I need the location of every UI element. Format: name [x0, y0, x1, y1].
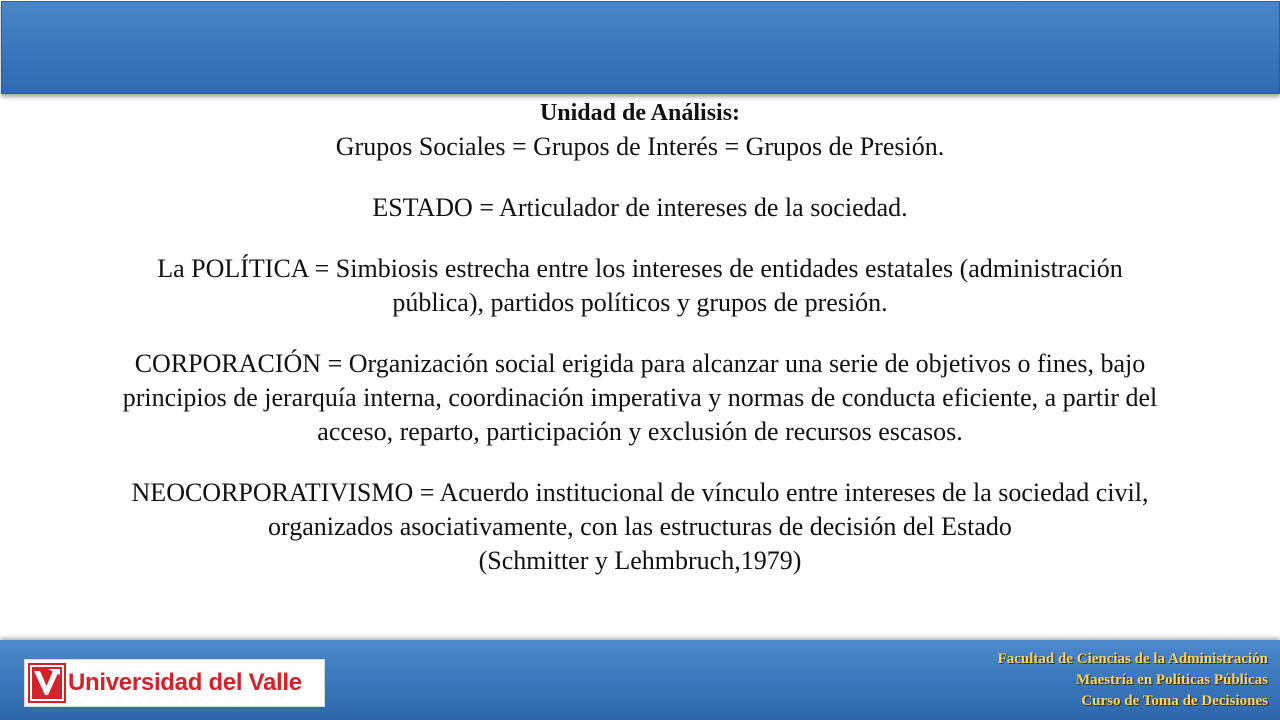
footer-faculty: Facultad de Ciencias de la Administración [997, 651, 1268, 667]
paragraph-neocorporativismo-line-2: organizados asociativamente, con las estructuras de decisión del Estado [268, 512, 1012, 541]
university-name: Universidad del Valle [68, 669, 302, 696]
paragraph-corporacion-line-3: acceso, reparto, participación y exclusión de recursos escasos. [317, 417, 963, 446]
slide-content [10, 96, 1270, 578]
footer-program: Maestría en Políticas Públicas [1075, 672, 1268, 688]
paragraph-politica-line-1: La POLÍTICA = Simbiosis estrecha entre los intereses de entidades estatales (administración [157, 254, 1123, 283]
paragraph-corporacion-line-2: principios de jerarquía interna, coordinación imperativa y normas de conducta eficiente, a partir del [122, 383, 1158, 412]
header-bar [1, 1, 1280, 94]
spacer [10, 225, 1270, 252]
footer-course-info [900, 649, 1268, 712]
slide-title: Unidad de Análisis: [539, 100, 741, 126]
spacer [10, 449, 1270, 476]
spacer [10, 320, 1270, 347]
paragraph-estado: ESTADO = Articulador de intereses de la sociedad. [372, 193, 908, 222]
paragraph-citation: (Schmitter y Lehmbruch,1979) [478, 546, 802, 575]
paragraph-neocorporativismo-line-1: NEOCORPORATIVISMO = Acuerdo institucional de vínculo entre intereses de la sociedad civil, [131, 478, 1149, 507]
paragraph-grupos-sociales: Grupos Sociales = Grupos de Interés = Grupos de Presión. [335, 132, 945, 161]
university-logo [24, 659, 325, 707]
footer-course: Curso de Toma de Decisiones [1081, 693, 1268, 709]
paragraph-corporacion-line-1: CORPORACIÓN = Organización social erigida para alcanzar una serie de objetivos o fines, bajo [134, 349, 1146, 378]
paragraph-politica-line-2: pública), partidos políticos y grupos de presión. [392, 288, 888, 317]
univalle-emblem-icon [28, 663, 66, 703]
spacer [10, 164, 1270, 191]
